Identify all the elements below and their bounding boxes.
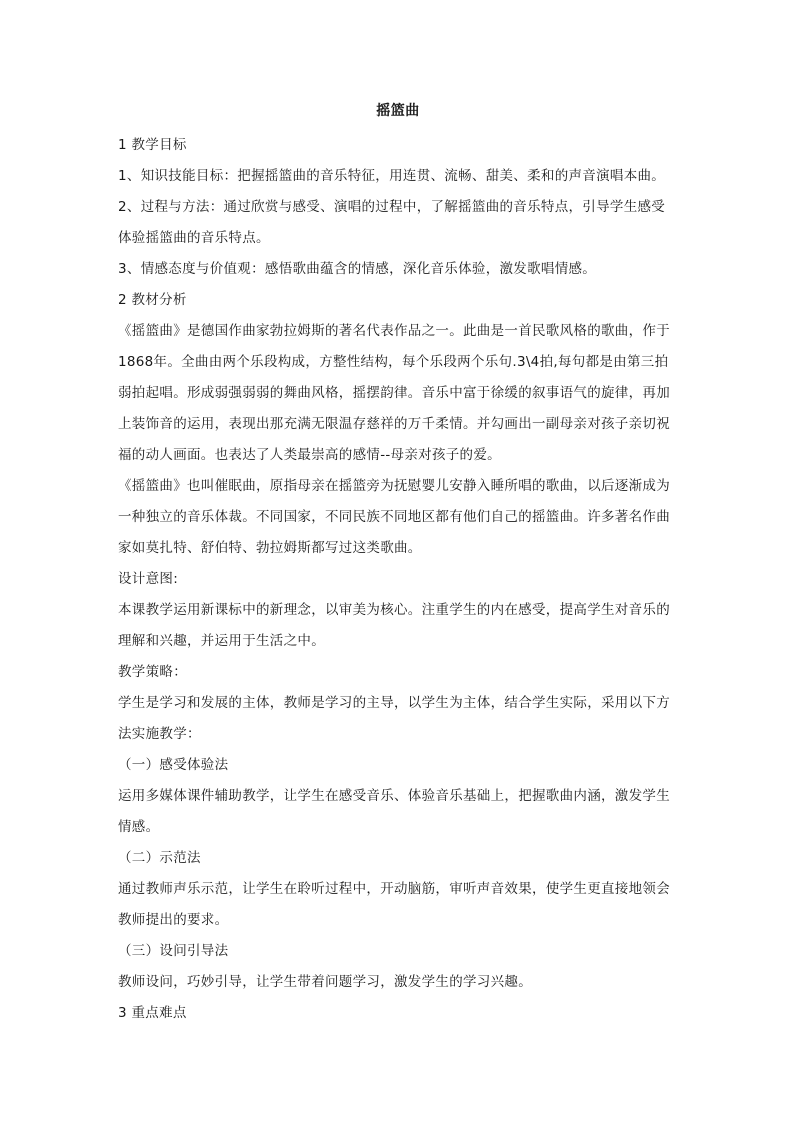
goal-process-methods: 2、过程与方法：通过欣赏与感受、演唱的过程中，了解摇篮曲的音乐特点，引导学生感受体验摇篮曲的音乐特点。 (118, 199, 666, 246)
goal-knowledge-skills: 1、知识技能目标：把握摇篮曲的音乐特征，用连贯、流畅、甜美、柔和的声音演唱本曲。 (118, 168, 666, 184)
method-1-text: 运用多媒体课件辅助教学，让学生在感受音乐、体验音乐基础上，把握歌曲内涵，激发学生情感。 (118, 788, 670, 835)
section-heading-material-analysis: 2 教材分析 (118, 292, 187, 308)
teaching-strategy-label: 教学策略： (118, 664, 187, 680)
material-paragraph-1: 《摇篮曲》是德国作曲家勃拉姆斯的著名代表作品之一。此曲是一首民歌风格的歌曲，作于1868年。全曲由两个乐段构成，方整性结构，每个乐段两个乐句.3\4拍,每句都是由第三拍弱拍起唱。形成弱强弱弱的舞曲风格，摇摆韵律。音乐中富于徐缓的叙事语气的旋律，再加上装饰音的运用，表现出那充满无限温存慈祥的万千柔情。并勾画出一副母亲对孩子亲切祝福的动人画面。也表达了人类最崇高的感情--母亲对孩子的爱。 (118, 323, 670, 463)
method-3-text: 教师设问，巧妙引导，让学生带着问题学习，激发学生的学习兴趣。 (118, 974, 532, 990)
method-1-heading: （一）感受体验法 (118, 757, 229, 773)
design-intent-text: 本课教学运用新课标中的新理念，以审美为核心。注重学生的内在感受，提高学生对音乐的理解和兴趣，并运用于生活之中。 (118, 602, 670, 649)
method-2-text: 通过教师声乐示范，让学生在聆听过程中，开动脑筋，审听声音效果，使学生更直接地领会教师提出的要求。 (118, 881, 670, 928)
document-body (118, 99, 678, 1029)
material-paragraph-2: 《摇篮曲》也叫催眠曲，原指母亲在摇篮旁为抚慰婴儿安静入睡所唱的歌曲，以后逐渐成为一种独立的音乐体裁。不同国家，不同民族不同地区都有他们自己的摇篮曲。许多著名作曲家如莫扎特、舒伯特、勃拉姆斯都写过这类歌曲。 (118, 478, 670, 556)
method-2-heading: （二）示范法 (118, 850, 201, 866)
teaching-strategy-text: 学生是学习和发展的主体，教师是学习的主导，以学生为主体，结合学生实际，采用以下方法实施教学： (118, 695, 670, 742)
design-intent-label: 设计意图: (118, 571, 179, 587)
section-heading-teaching-goals: 1 教学目标 (118, 137, 187, 153)
method-3-heading: （三）设问引导法 (118, 943, 229, 959)
section-heading-key-points: 3 重点难点 (118, 1005, 187, 1021)
goal-emotion-values: 3、情感态度与价值观：感悟歌曲蕴含的情感，深化音乐体验，激发歌唱情感。 (118, 261, 597, 277)
document-title: 摇篮曲 (376, 103, 420, 119)
